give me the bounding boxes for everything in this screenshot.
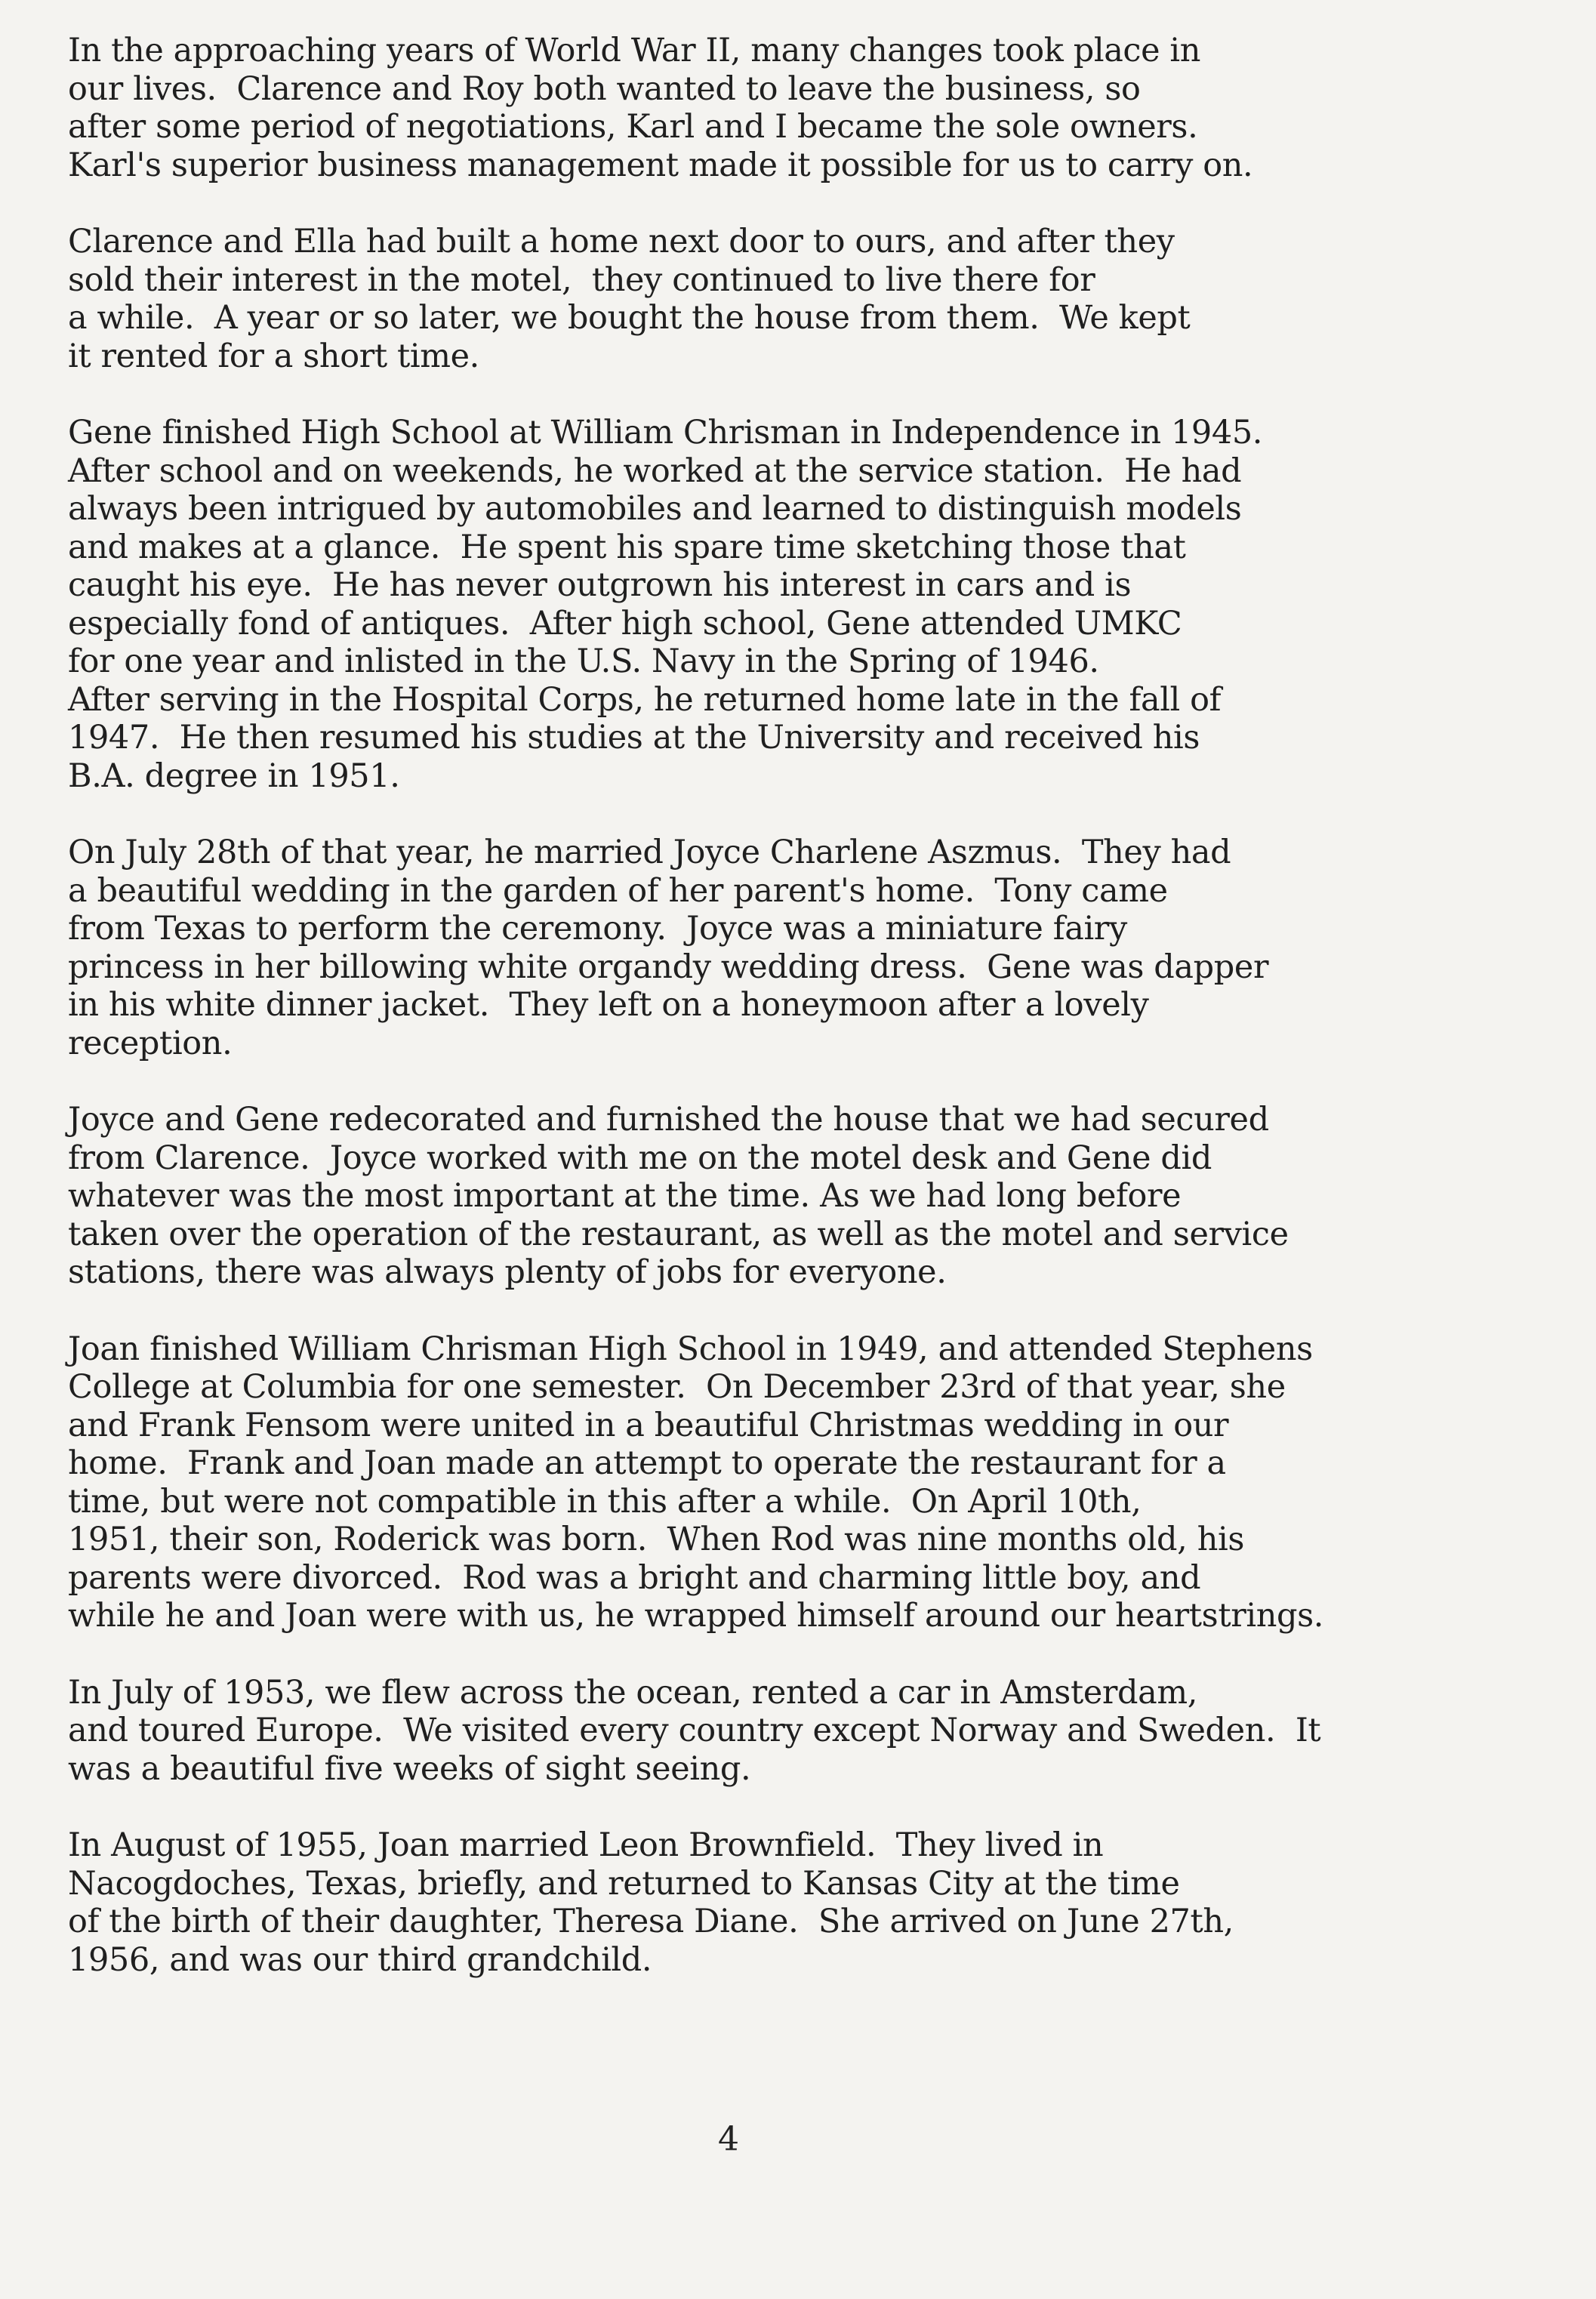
text-line: Clarence and Ella had built a home next door to ours, and after they [68,223,1175,260]
text-line: Gene finished High School at William Chrisman in Independence in 1945. [68,414,1263,451]
text-line: stations, there was always plenty of jobs for everyone. [68,1253,947,1291]
text-line: was a beautiful five weeks of sight seeing. [68,1749,751,1788]
text-line: Karl's superior business management made it possible for us to carry on. [68,146,1253,184]
page-number: 4 [718,2120,739,2159]
text-line: In July of 1953, we flew across the ocean, rented a car in Amsterdam, [68,1673,1198,1712]
paragraph-house-purchase [68,223,1548,375]
text-line: taken over the operation of the restaurant, as well as the motel and service [68,1215,1289,1253]
text-line: 1956, and was our third grandchild. [68,1940,652,1979]
text-line: and Frank Fensom were united in a beautiful Christmas wedding in our [68,1406,1229,1444]
text-line: After school and on weekends, he worked at the service station. He had [68,451,1242,490]
text-line: 1947. He then resumed his studies at the University and received his [68,719,1200,757]
text-line: and makes at a glance. He spent his spare time sketching those that [68,528,1186,566]
text-line: from Clarence. Joyce worked with me on the motel desk and Gene did [68,1139,1212,1177]
text-line: B.A. degree in 1951. [68,757,400,795]
text-line: whatever was the most important at the time. As we had long before [68,1177,1182,1215]
paragraph-joan-second-marriage [68,1826,1548,1979]
text-line: Nacogdoches, Texas, briefly, and returned to Kansas City at the time [68,1864,1180,1903]
text-line: of the birth of their daughter, Theresa Diane. She arrived on June 27th, [68,1903,1234,1940]
text-line: it rented for a short time. [68,337,479,375]
text-line: sold their interest in the motel, they continued to live there for [68,260,1095,299]
paragraph-joan-wedding [68,1330,1548,1635]
text-line: home. Frank and Joan made an attempt to operate the restaurant for a [68,1444,1226,1482]
text-line: Joyce and Gene redecorated and furnished the house that we had secured [68,1101,1269,1139]
text-line: while he and Joan were with us, he wrapped himself around our heartstrings. [68,1597,1324,1635]
text-line: reception. [68,1024,233,1062]
paragraph-joyce-gene-house [68,1101,1548,1292]
text-line: caught his eye. He has never outgrown his interest in cars and is [68,566,1132,604]
text-line: always been intrigued by automobiles and learned to distinguish models [68,490,1242,528]
text-line: College at Columbia for one semester. On December 23rd of that year, she [68,1368,1286,1406]
text-line: in his white dinner jacket. They left on a honeymoon after a lovely [68,986,1149,1024]
text-line: after some period of negotiations, Karl and I became the sole owners. [68,108,1198,146]
text-line: On July 28th of that year, he married Joyce Charlene Aszmus. They had [68,834,1231,871]
paragraph-gene-wedding [68,834,1548,1062]
text-line: 1951, their son, Roderick was born. When Rod was nine months old, his [68,1521,1245,1558]
text-line: In the approaching years of World War II, many changes took place in [68,32,1201,69]
text-line: In August of 1955, Joan married Leon Brownfield. They lived in [68,1826,1104,1864]
text-line: and toured Europe. We visited every country except Norway and Sweden. It [68,1712,1321,1749]
text-line: princess in her billowing white organdy wedding dress. Gene was dapper [68,948,1269,986]
paragraph-europe-trip [68,1674,1548,1789]
text-line: parents were divorced. Rod was a bright and charming little boy, and [68,1558,1201,1597]
text-line: for one year and inlisted in the U.S. Navy in the Spring of 1946. [68,643,1099,680]
text-line: time, but were not compatible in this after a while. On April 10th, [68,1482,1142,1521]
paragraph-gene-school [68,414,1548,795]
text-line: After serving in the Hospital Corps, he returned home late in the fall of [68,680,1222,719]
document-page [68,32,1548,2017]
paragraph-wartime-changes [68,32,1548,184]
text-line: a beautiful wedding in the garden of her parent's home. Tony came [68,871,1168,910]
text-line: Joan finished William Chrisman High School in 1949, and attended Stephens [68,1330,1313,1368]
text-line: our lives. Clarence and Roy both wanted to leave the business, so [68,69,1141,108]
text-line: from Texas to perform the ceremony. Joyce was a miniature fairy [68,910,1127,948]
text-line: especially fond of antiques. After high school, Gene attended UMKC [68,604,1182,643]
text-line: a while. A year or so later, we bought the house from them. We kept [68,299,1191,337]
